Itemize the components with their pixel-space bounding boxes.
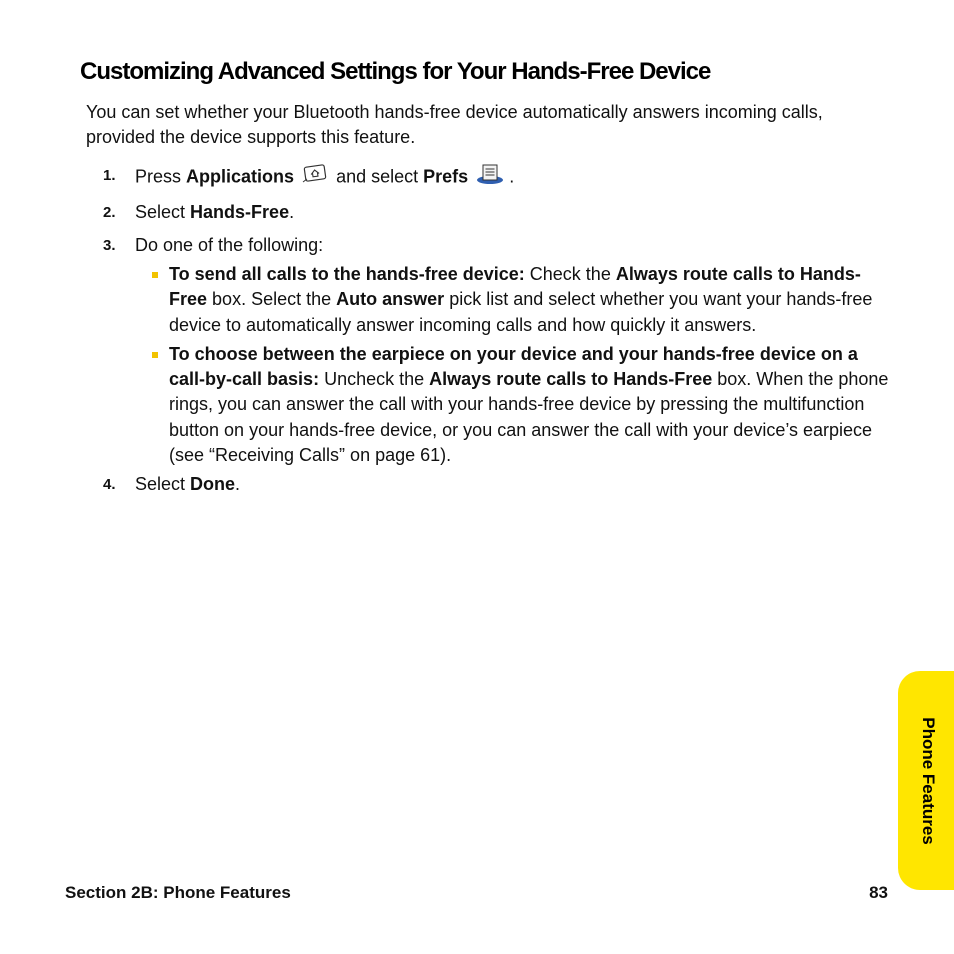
step-2 [86, 200, 896, 225]
step-text: Select [135, 474, 186, 495]
step-suffix: . [289, 202, 295, 222]
prefs-icon [475, 163, 505, 192]
step-suffix: . [235, 474, 241, 495]
step-number: 1. [103, 167, 116, 184]
bullet-square-icon [152, 352, 158, 358]
prefs-label: Prefs [423, 166, 469, 187]
bullet-item [135, 262, 896, 338]
bullet-bold: Always route calls to Hands-Free [429, 369, 713, 390]
applications-icon [301, 164, 327, 191]
bullet-text: pick list and select whether you want your hands-free device to automatically answer incoming calls and how quickly it answers. [169, 289, 873, 335]
intro-paragraph: You can set whether your Bluetooth hands-free device automatically answers incoming calls, provided the device supports this feature. [86, 102, 823, 147]
step-number: 2. [103, 204, 116, 221]
step-text: Do one of the following: [135, 235, 324, 255]
step-number: 3. [103, 237, 116, 254]
step-1 [86, 163, 896, 192]
bullet-list [135, 262, 896, 468]
footer-section-title: Section 2B: Phone Features [65, 883, 291, 902]
bullet-bold: Always route calls to Hands-Free [169, 264, 861, 310]
bullet-text: Check the [529, 264, 611, 284]
step-3 [86, 233, 896, 468]
bullet-square-icon [152, 272, 158, 278]
step-text: Select [135, 202, 186, 222]
page-title: Customizing Advanced Settings for Your Hands-Free Device [80, 58, 711, 85]
step-4 [86, 472, 896, 497]
done-label: Done [190, 474, 236, 495]
bullet-lead: To send all calls to the hands-free device: [169, 264, 525, 284]
hands-free-label: Hands-Free [190, 202, 290, 222]
bullet-text: box. When the phone rings, you can answer the call with your hands-free device by pressing the multifunction button on your hands-free device, or you can answer the call with your device’s earpiece (see “Receiving Calls” on page 61). [169, 369, 889, 466]
bullet-item [135, 342, 896, 468]
chapter-side-tab [898, 671, 954, 890]
steps-list [86, 163, 896, 497]
step-number: 4. [103, 476, 116, 494]
step-text: Press [135, 166, 182, 187]
bullet-text: Uncheck the [324, 369, 425, 390]
side-tab-label: Phone Features [919, 717, 938, 845]
step-text: and select [336, 166, 419, 187]
page-number: 83 [869, 883, 888, 902]
bullet-lead: To choose between the earpiece on your device and your hands-free device on a call-by-call basis: [169, 343, 858, 390]
step-suffix: . [509, 166, 515, 187]
bullet-text: box. Select the [212, 289, 332, 310]
applications-label: Applications [186, 166, 295, 187]
bullet-bold: Auto answer [336, 289, 445, 310]
